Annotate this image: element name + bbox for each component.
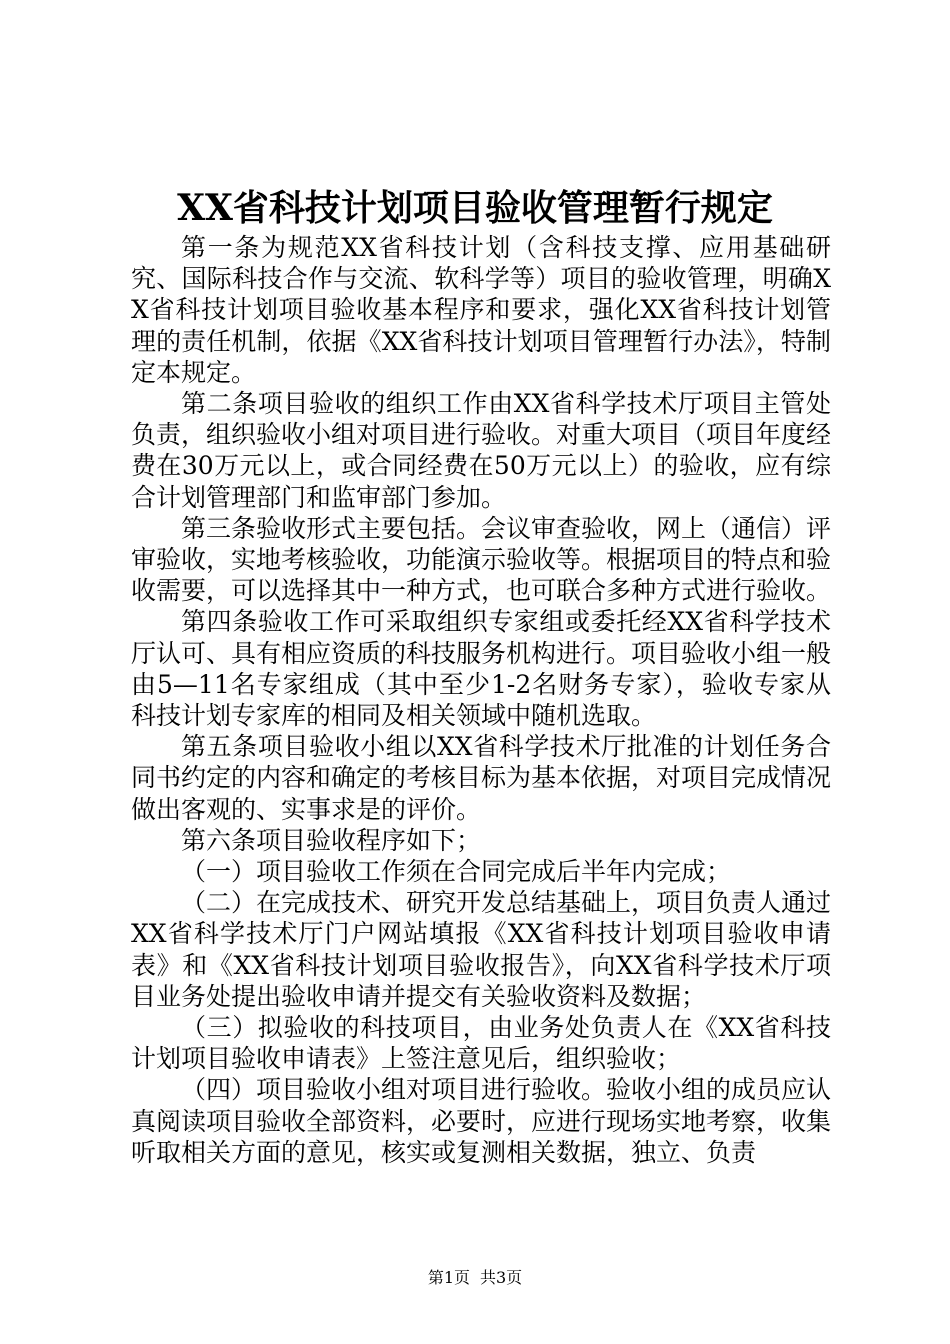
paragraph-article-2: 第二条项目验收的组织工作由XX省科学技术厅项目主管处负责，组织验收小组对项目进行验收。对重大项目（项目年度经费在30万元以上，或合同经费在50万元以上）的验收，应有综合计划管理部门和监审部门参加。 [131, 389, 832, 512]
paragraph-item-3: （三）拟验收的科技项目，由业务处负责人在《XX省科技计划项目验收申请表》上签注意见后，组织验收； [131, 1013, 831, 1074]
paragraph-article-6: 第六条项目验收程序如下； [181, 825, 482, 855]
document-title: XX省科技计划项目验收管理暂行规定 [177, 187, 773, 229]
paragraph-article-5: 第五条项目验收小组以XX省科学技术厅批准的计划任务合同书约定的内容和确定的考核目标为基本依据，对项目完成情况做出客观的、实事求是的评价。 [131, 732, 832, 824]
paragraph-article-3: 第三条验收形式主要包括。会议审查验收，网上（通信）评审验收，实地考核验收，功能演示验收等。根据项目的特点和验收需要，可以选择其中一种方式，也可联合多种方式进行验收。 [131, 513, 832, 606]
paragraph-item-2: （二）在完成技术、研究开发总结基础上，项目负责人通过XX省科学技术厅门户网站填报《XX省科技计划项目验收申请表》和《XX省科技计划项目验收报告》，向XX省科学技术厅项目业务处提出验收申请并提交有关验收资料及数据； [131, 888, 832, 1011]
page-footer [0, 1268, 950, 1288]
paragraph-article-1: 第一条为规范XX省科技计划（含科技支撑、应用基础研究、国际科技合作与交流、软科学等）项目的验收管理，明确XX省科技计划项目验收基本程序和要求，强化XX省科技计划管理的责任机制，依据《XX省科技计划项目管理暂行办法》，特制定本规定。 [131, 233, 831, 387]
document-body [131, 232, 831, 1168]
paragraph-item-1: （一）项目验收工作须在合同完成后半年内完成； [181, 857, 732, 887]
page-number: 第1页 [427, 1268, 470, 1287]
page-total: 共3页 [480, 1268, 523, 1287]
paragraph-article-4: 第四条验收工作可采取组织专家组或委托经XX省科学技术厅认可、具有相应资质的科技服务机构进行。项目验收小组一般由5—11名专家组成（其中至少1-2名财务专家），验收专家从科技计划专家库的相同及相关领域中随机选取。 [131, 607, 832, 731]
paragraph-item-4: （四）项目验收小组对项目进行验收。验收小组的成员应认真阅读项目验收全部资料，必要时，应进行现场实地考察，收集听取相关方面的意见，核实或复测相关数据，独立、负责 [131, 1075, 832, 1167]
